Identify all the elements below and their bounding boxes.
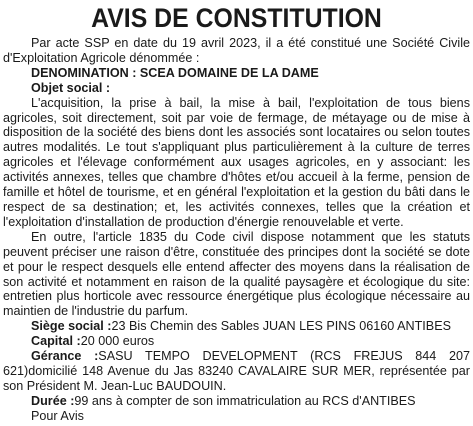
- intro-paragraph: Par acte SSP en date du 19 avril 2023, il a été constitué une Société Civile d'Exploitation Agricole dénommée :: [3, 36, 470, 65]
- gerance-value: SASU TEMPO DEVELOPMENT (RCS FREJUS 844 207 621)domicilié 148 Avenue du Jas 83240 CAVALAIRE SUR MER, représentée par son Président M. Jean-Luc BAUDOUIN.: [3, 349, 470, 393]
- capital-line: [3, 334, 470, 349]
- duree-value: 99 ans à compter de son immatriculation au RCS d'ANTIBES: [74, 393, 416, 408]
- objet-label: Objet social :: [31, 80, 111, 95]
- gerance-label: Gérance :: [31, 349, 99, 364]
- siege-label: Siège social :: [31, 319, 112, 334]
- capital-value: 20 000 euros: [80, 334, 155, 349]
- legal-notice: [3, 0, 470, 424]
- gerance-line: [3, 349, 470, 394]
- capital-label: Capital :: [31, 334, 81, 349]
- closing-line: Pour Avis: [31, 408, 84, 423]
- notice-title: AVIS DE CONSTITUTION: [91, 3, 382, 33]
- article-paragraph: En outre, l'article 1835 du Code civil dispose notamment que les statuts peuvent préciser une raison d'être, constituée des principes dont la société se dote et pour le respect desquels elle entend affecter des moyens dans la réalisation de son activité et notamment en raison de la qualité paysagère et écologique du site: entretien plus horticole avec ressource énergétique plus écologique nécessaire au maintien de l'industrie du parfum.: [3, 229, 470, 319]
- duree-line: [3, 394, 470, 409]
- denomination-line: DENOMINATION : SCEA DOMAINE DE LA DAME: [31, 65, 319, 80]
- notice-body: [3, 36, 470, 424]
- siege-value: 23 Bis Chemin des Sables JUAN LES PINS 06160 ANTIBES: [111, 319, 451, 334]
- siege-line: [3, 319, 470, 334]
- duree-label: Durée :: [31, 393, 75, 408]
- objet-paragraph: L'acquisition, la prise à bail, la mise à bail, l'exploitation de tous biens agricoles, soit directement, soit par voie de fermage, de métayage ou de mise à disposition de la société des biens dont les associés sont locataires ou selon toutes autres modalités. Le tout s'appliquant plus particulièrement à la culture de terres agricoles et l'élevage conformément aux usages agricoles, en y associant: les activités annexes, telles que chambre d'hôtes et/ou accueil à la ferme, pension de famille et hôtel de tourisme, et en général l'exploitation et la gestion du bâti dans le respect de sa destination; et, les activités connexes, telles que la création et l'exploitation d'installation de production d'énergie renouvelable et verte.: [3, 95, 470, 229]
